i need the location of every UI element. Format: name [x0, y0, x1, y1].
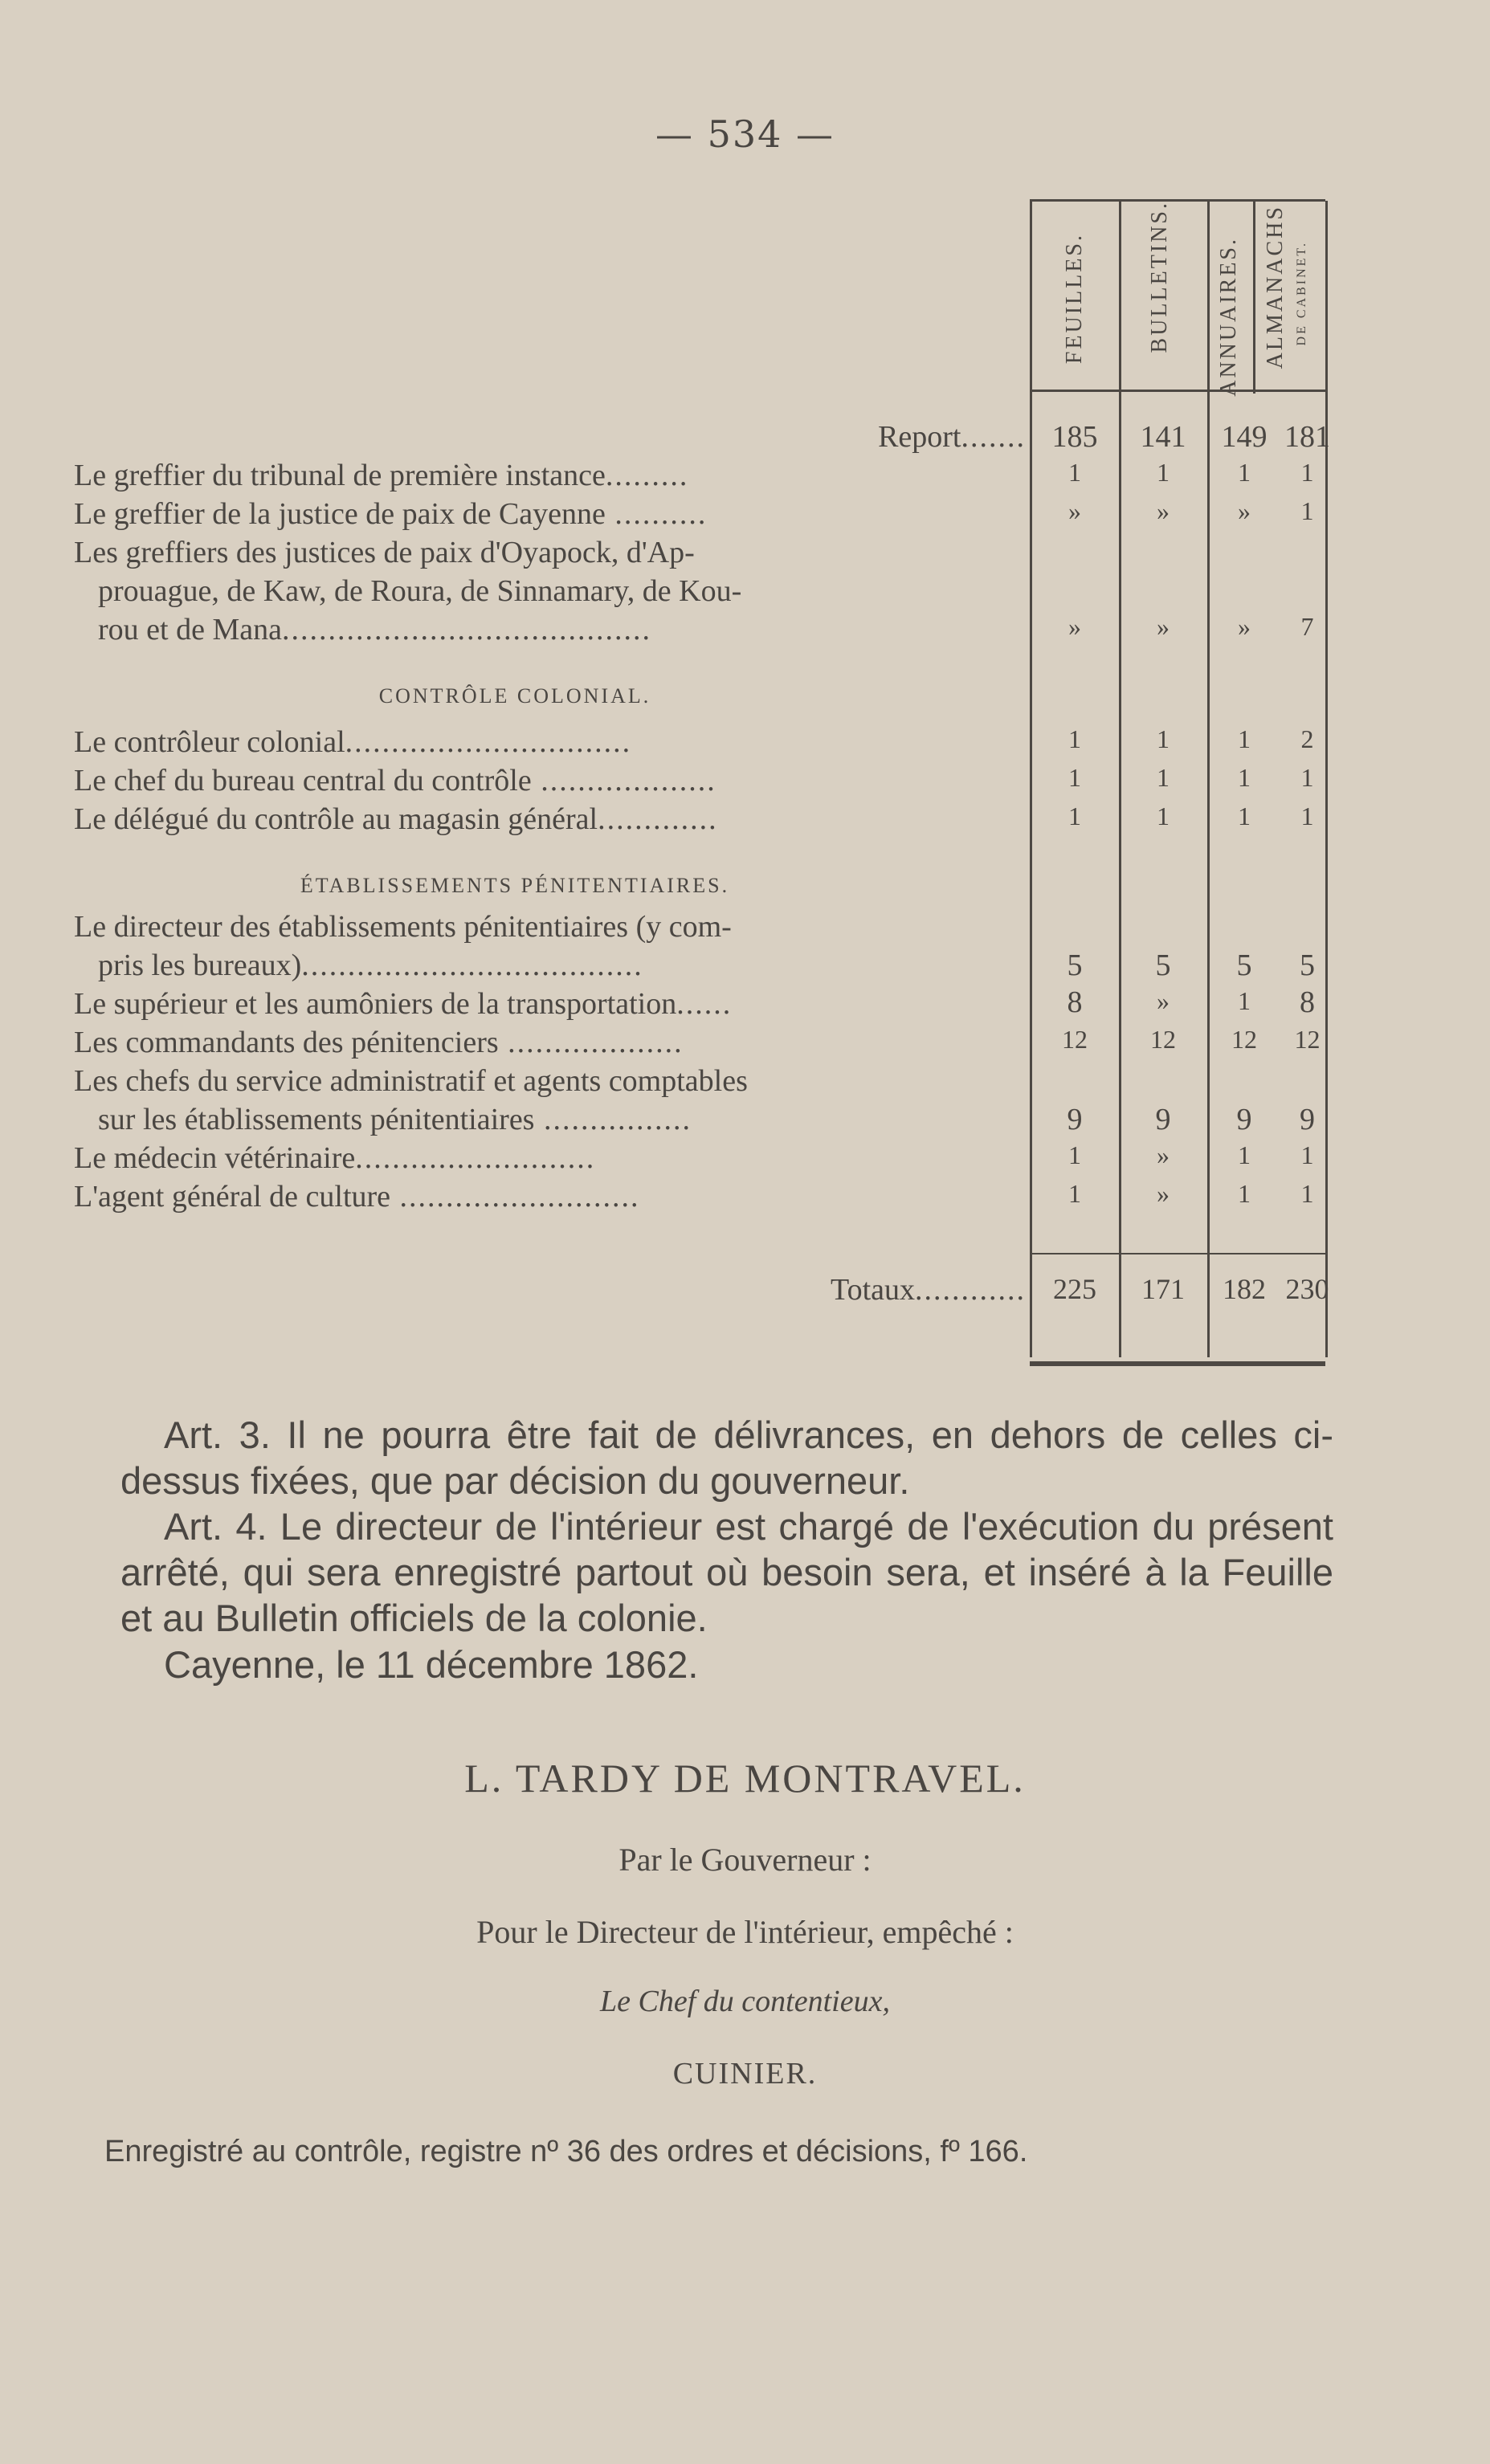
table-cell: 225 [1053, 1273, 1096, 1305]
table-cell: 1 [1157, 458, 1170, 487]
table-cell: 8 [1067, 985, 1083, 1019]
table-cell: 9 [1067, 1103, 1083, 1136]
column-header: ALMANACHS [1263, 205, 1288, 369]
table-cell: 1 [1068, 763, 1081, 792]
table-cell: 1 [1238, 802, 1251, 830]
table-cell: 1 [1300, 496, 1314, 525]
table-cell: 12 [1150, 1025, 1176, 1054]
table-row: Les commandants des pénitenciers ................... [74, 1026, 684, 1059]
table-cell: 7 [1300, 612, 1314, 641]
table-cell: 1 [1300, 1140, 1314, 1169]
table-cell: 1 [1157, 724, 1170, 753]
table-cell: 1 [1238, 1179, 1251, 1208]
table-cell: 5 [1300, 948, 1315, 982]
table-cell: 1 [1068, 1140, 1081, 1169]
column-header: BULLETINS. [1147, 201, 1172, 353]
table-row: Les greffiers des justices de paix d'Oyapock, d'Ap- prouague, de Kaw, de Roura, de Sinnamary, de Kou- rou et de Mana........................................ [74, 536, 742, 647]
row-label: Totaux [831, 1273, 915, 1307]
table-row: Le contrôleur colonial............................... [74, 725, 632, 759]
table-cell: 12 [1231, 1025, 1257, 1054]
table-cell: 1 [1157, 802, 1170, 830]
pour-directeur: Pour le Directeur de l'intérieur, empêché : [476, 1914, 1014, 1950]
column-header: ANNUAIRES. [1216, 237, 1241, 397]
table-row: L'agent général de culture .......................... [74, 1180, 640, 1214]
table-cell: » [1238, 496, 1251, 525]
table-cell: » [1157, 986, 1170, 1015]
table-cell: 9 [1236, 1103, 1252, 1136]
table-cell: 1 [1068, 1179, 1081, 1208]
article-3: Art. 3. Il ne pourra être fait de délivrances, en dehors de celles ci-dessus fixées, que par décision du gouverneur. [120, 1414, 1333, 1502]
column-header-sub: DE CABINET. [1295, 241, 1308, 346]
row-label: Report [878, 420, 961, 454]
table-row: Le délégué du contrôle au magasin général............. [74, 802, 718, 836]
table-cell: 185 [1051, 420, 1098, 454]
table-cell: » [1157, 1140, 1170, 1169]
table-cell: 5 [1067, 948, 1083, 982]
section-heading: ÉTABLISSEMENTS PÉNITENTIAIRES. [300, 874, 730, 897]
table-cell: 230 [1285, 1273, 1329, 1305]
table-cell: 1 [1238, 763, 1251, 792]
table-cell: 8 [1300, 985, 1315, 1019]
signatory: L. TARDY DE MONTRAVEL. [464, 1756, 1026, 1801]
table-row: Le directeur des établissements pénitentiaires (y com- pris les bureaux)..................................... [74, 910, 732, 982]
chef-contentieux: Le Chef du contentieux, [600, 1985, 890, 2018]
table-row: Le médecin vétérinaire.......................... [74, 1141, 596, 1175]
table-cell: 149 [1221, 420, 1268, 454]
table-cell: 1 [1238, 724, 1251, 753]
table-row: Les chefs du service administratif et agents comptables sur les établissements pénitentiaires ................ [74, 1064, 748, 1136]
par-gouverneur: Par le Gouverneur : [618, 1842, 872, 1878]
table-cell: 1 [1068, 724, 1081, 753]
table-cell: 9 [1155, 1103, 1171, 1136]
registration-note: Enregistré au contrôle, registre nº 36 des ordres et décisions, fº 166. [104, 2135, 1028, 2168]
table-row: Le chef du bureau central du contrôle ................... [74, 764, 716, 798]
table-cell: 182 [1223, 1273, 1266, 1305]
table-cell: 12 [1062, 1025, 1088, 1054]
table-cell: 5 [1236, 948, 1252, 982]
table-cell: 1 [1300, 458, 1314, 487]
table-row: Le greffier du tribunal de première instance......... [74, 459, 689, 492]
table-cell: 1 [1238, 1140, 1251, 1169]
place-date: Cayenne, le 11 décembre 1862. [164, 1643, 699, 1686]
page-number: — 534 — [655, 112, 835, 156]
chef-name: CUINIER. [672, 2057, 818, 2091]
table-cell: 9 [1300, 1103, 1315, 1136]
table-cell: 2 [1300, 724, 1314, 753]
table-cell: 1 [1300, 763, 1314, 792]
table-cell: 1 [1238, 986, 1251, 1015]
table-cell: 1 [1238, 458, 1251, 487]
table-cell: 171 [1141, 1273, 1185, 1305]
table-cell: 1 [1157, 763, 1170, 792]
table-cell: » [1068, 612, 1081, 641]
table-cell: 1 [1068, 458, 1081, 487]
table-row: Le supérieur et les aumôniers de la transportation...... [74, 987, 733, 1021]
section-heading: CONTRÔLE COLONIAL. [378, 684, 651, 708]
table-cell: » [1238, 612, 1251, 641]
table-cell: 181 [1284, 420, 1330, 454]
table-cell: 12 [1294, 1025, 1321, 1054]
table-cell: 1 [1068, 802, 1081, 830]
table-cell: » [1157, 1179, 1170, 1208]
table-cell: 141 [1140, 420, 1186, 454]
report-row: Report....... [878, 420, 1026, 454]
table-cell: » [1157, 496, 1170, 525]
table-cell: 5 [1155, 948, 1171, 982]
table-row: Le greffier de la justice de paix de Cayenne .......... [74, 497, 708, 531]
table-cell: » [1068, 496, 1081, 525]
totals-row: Totaux............ [831, 1273, 1026, 1307]
table-cell: 1 [1300, 1179, 1314, 1208]
table-cell: » [1157, 612, 1170, 641]
table-cell: 1 [1300, 802, 1314, 830]
column-header: FEUILLES. [1062, 233, 1087, 365]
article-4: Art. 4. Le directeur de l'intérieur est chargé de l'exécution du présent arrêté, qui sera enregistré partout où besoin sera, et inséré à la Feuille et au Bulletin officiels de la colonie. [120, 1505, 1333, 1639]
